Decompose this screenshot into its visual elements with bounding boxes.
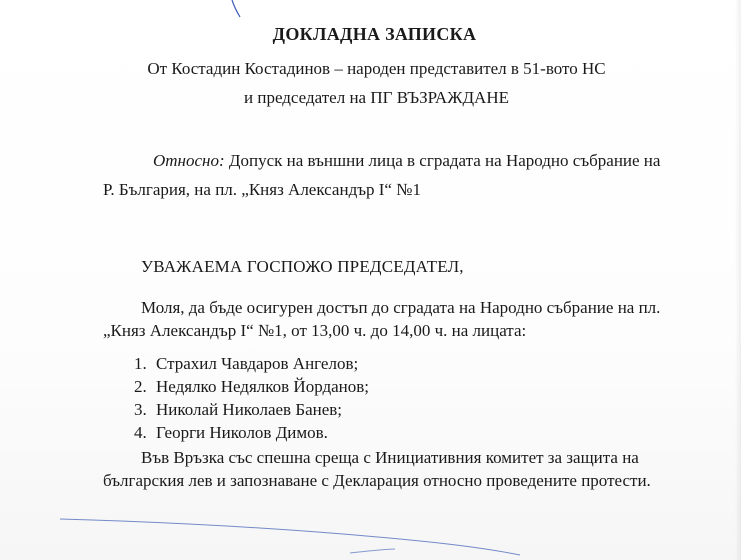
list-item (134, 423, 328, 443)
list-item (134, 354, 358, 374)
author-line: От Костадин Костадинов – народен представител в 51-вото НС (147, 59, 606, 78)
list-item-name: Страхил Чавдаров Ангелов; (156, 354, 359, 373)
list-item-name: Недялко Недялков Йорданов; (156, 377, 370, 396)
pen-mark (230, 0, 242, 18)
list-item-number: 4. (134, 423, 147, 442)
page-edge-shadow (735, 0, 741, 560)
closing-paragraph-line-1: Във Връзка със спешна среща с Инициативния комитет за защита на (141, 448, 639, 467)
list-item-number: 1. (134, 354, 147, 373)
list-item-number: 3. (134, 400, 147, 419)
regarding-label: Относно: (153, 151, 225, 170)
body-paragraph-line-1: Моля, да бъде осигурен достъп до сградата на Народно събрание на пл. (141, 298, 661, 317)
regarding-line-1 (153, 151, 660, 171)
closing-paragraph-line-2: българския лев и запознаване с Декларация относно проведените протести. (103, 471, 651, 490)
list-item-name: Георги Николов Димов. (156, 423, 328, 442)
list-item-number: 2. (134, 377, 147, 396)
list-item-name: Николай Николаев Банев; (156, 400, 343, 419)
greeting: УВАЖАЕМА ГОСПОЖО ПРЕДСЕДАТЕЛ, (141, 257, 464, 276)
author-position-line: и председател на ПГ ВЪЗРАЖДАНЕ (244, 88, 509, 107)
document-title: ДОКЛАДНА ЗАПИСКА (272, 24, 477, 44)
regarding-text-1: Допуск на външни лица в сградата на Народно събрание на (224, 151, 661, 170)
signature-ink-stroke (0, 505, 741, 560)
body-paragraph-line-2: „Княз Александър I“ №1, от 13,00 ч. до 14,00 ч. на лицата: (103, 321, 527, 340)
list-item (134, 377, 369, 397)
list-item (134, 400, 342, 420)
regarding-line-2: Р. България, на пл. „Княз Александър I“ №1 (103, 180, 421, 199)
